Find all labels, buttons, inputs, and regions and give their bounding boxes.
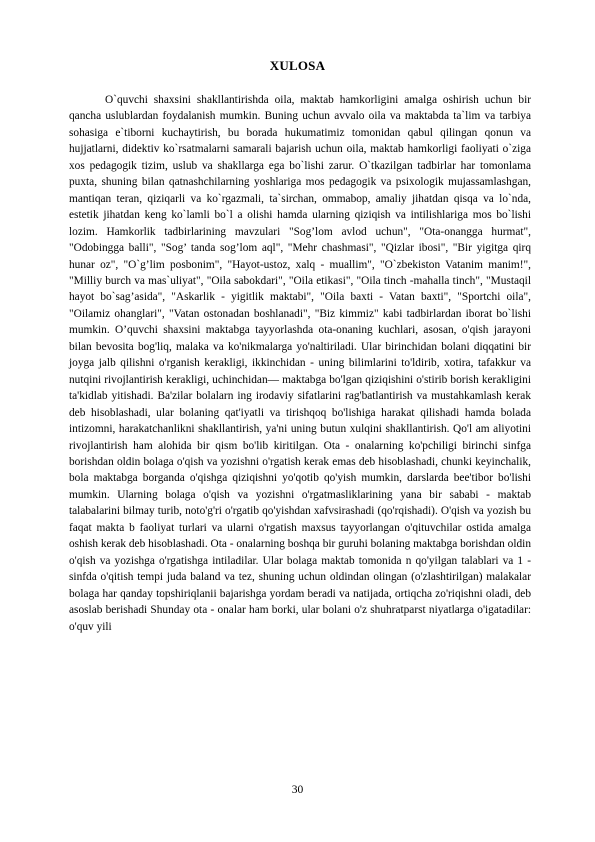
page-number: 30: [291, 784, 304, 796]
page-title: XULOSA: [269, 58, 326, 73]
body-text: [69, 92, 531, 635]
paragraph: O`quvchi shaxsini shakllantirishda oila, maktab hamkorligini amalga oshirish uchun bir qancha uslublardan foydalanish mumkin. Buning uchun avvalo oila va maktabda ta`lim va tarbiya sohasiga e`tiborni kuchaytirish, bu borada hukumatimiz tomonidan qabul qilingan qonun va hujjatlarni, didektiv ko`rsatmalarni samarali bajarish uchun oila, maktab hamkorligi faoliyati o`ziga xos pedagogik tizim, uslub va shakllarga ega bo`lishi zarur. O`tkazilgan tadbirlar har tomonlama puxta, shuning bilan qatnashchilarning yoshlariga mos pedagogik va psixologik mujassamlashgan, mantiqan teran, qiziqarli va ko`rgazmali, ta`sirchan, ommabop, amaliy jihatdan qisqa va lo`nda, estetik jihatdan keng ko`lamli bo`l a olishi hamda ularning qiziqish va intilishlariga mos bo`lishi lozim. Hamkorlik tadbirlarining mavzulari "Sog’lom avlod uchun", "Ota-onangga hurmat", "Odobingga balli", "Sog’ tanda sog’lom aql", "Mehr chashmasi", "Qizlar ibosi", "Bir yigitga qirq hunar oz", "O`g’lim posbonim", "Hayot-ustoz, xalq - muallim", "O`zbekiston Vatanim manim!", "Milliy burch va mas`uliyat", "Oila sabokdari", "Oila etikasi", "Oila tinch -mahalla tinch", "Mustaqil hayot bo`sag’asida", "Askarlik - yigitlik maktabi", "Oila baxti - Vatan baxti", "Sportchi oila", "Oilamiz ohanglari", "Vatan ostonadan boshlanadi", "Biz kimmiz" kabi tadbirlardan iborat bo`lishi mumkin. O’quvchi shaxsini maktabga tayyorlashda ota-onaning kuchlari, asosan, o'qish jarayoni bilan bevosita bog'liq, malaka va ko'nikmalarga yo'naltiriladi. Ular birinchidan bolani diqqatini bir joyga jalb qilishni o'rganish kerakligi, ikkinchidan - uning bilimlarini to'ldirib, xotira, tafakkur va nutqini rivojlantirish kerakligi, uchinchidan— maktabga bo'lgan qiziqishini o'stirib borish kerakligini ta'kidlab yitishadi. Ba'zilar bolalarn ing irodaviy sifatlarini rag'batlantirish va mustahkamlash kerak deb hisoblashadi, ular bolaning qat'iyatli va tirishqoq bo'lishiga harakat qilishadi hamda bolada intizomni, harakatchanlikni shakllantirish, ya'ni uning butun xulqini shakllantirish. Qo'l am aliyotini rivojlantirish ham alohida bir qism bo'lib kiritilgan. Ota - onalarning ko'pchiligi birinchi sinfga borishdan oldin bolaga o'qish va yozishni o'rgatish kerak emas deb hisoblashadi, chunki keyinchalik, bola maktabga borganda o'qishga qiziqishni yo'qotib qo'yish mumkin, darslarda bee'tibor bo'lishi mumkin. Ularning bolaga o'qish va yozishni o'rgatmasliklarining yana bir sababi - maktab talabalarini bilmay turib, noto'g'ri o'rgatib qo'yishdan xafvsirashadi (qo'rqishadi). O'qish va yozish bu faqat makta b faoliyat turlari va ularni o'rgatish maxsus tayyorlangan o'qituvchilar ostida amalga oshish kerak deb hisoblashadi. Ota - onalarning boshqa bir guruhi bolaning maktabga borishdan oldin o'qish va yozishga o'rgatishga intiladilar. Ular bolaga maktab tomonida n qo'yilgan talablari va 1 - sinfda o'qitish tempi juda baland va tez, shuning uchun oldindan olingan (o'zlashtirilgan) malakalar bolaga har qanday topshiriqlanii bajarishga yordam beradi va natijada, ortiqcha zo'riqishni oladi, deb asoslab berishadi Shunday ota - onalar ham borki, ular bolani o'z shuhratparst niyatlarga o'igatadilar: o'quv yili: [69, 94, 531, 633]
